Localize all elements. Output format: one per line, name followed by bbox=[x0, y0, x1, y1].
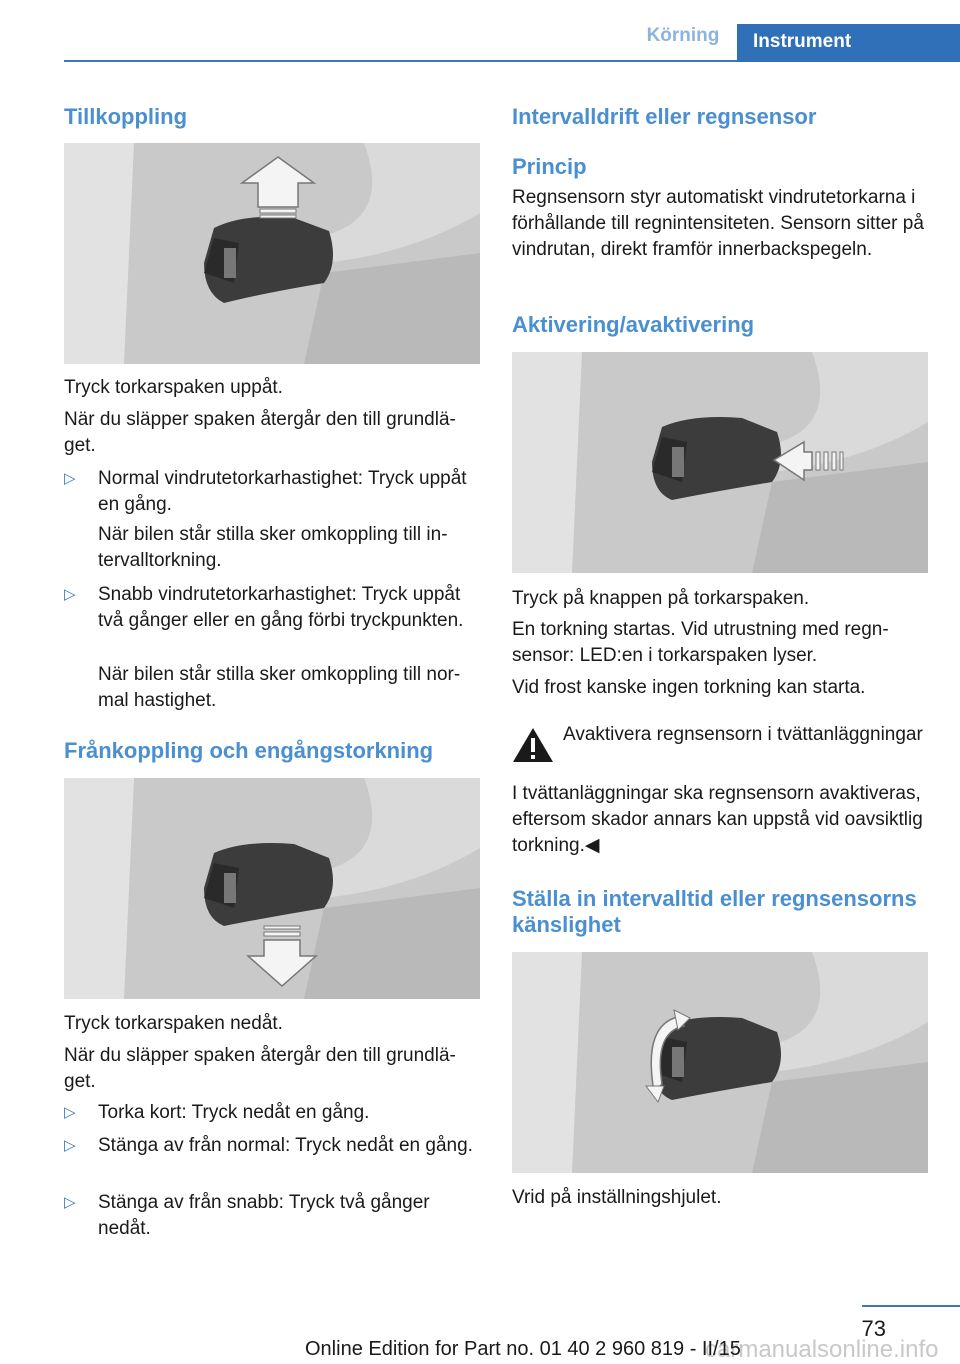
paragraph-rotate-wheel: Vrid på inställningshjulet. bbox=[512, 1187, 722, 1208]
triangle-bullet-icon: ▷ bbox=[64, 1194, 76, 1211]
stalk-button-illustration bbox=[512, 352, 928, 573]
triangle-bullet-icon: ▷ bbox=[64, 1137, 76, 1154]
paragraph-press-button: Tryck på knappen på torkarspaken. bbox=[512, 588, 810, 609]
paragraph-frost: Vid frost kanske ingen torkning kan starta. bbox=[512, 677, 866, 698]
watermark: carmanualsonline.info bbox=[705, 1336, 939, 1363]
footer-edition: Online Edition for Part no. 01 40 2 960 819 - II/15 bbox=[305, 1338, 741, 1360]
triangle-bullet-icon: ▷ bbox=[64, 586, 76, 603]
page-number: 73 bbox=[861, 1316, 886, 1341]
stalk-down-illustration bbox=[64, 778, 480, 999]
page-number-rule bbox=[862, 1305, 960, 1307]
section-heading-frankoppling: Frånkoppling och engångstorkning bbox=[64, 738, 434, 763]
triangle-bullet-icon: ▷ bbox=[64, 470, 76, 487]
stalk-wheel-illustration bbox=[512, 952, 928, 1173]
subheading-princip: Princip bbox=[512, 154, 587, 179]
paragraph-led: En torkning startas. Vid utrustning med regnsensor: LED:en i torkarspaken lyser. bbox=[512, 619, 889, 666]
section-heading-tillkoppling: Tillkoppling bbox=[64, 104, 188, 129]
fig1-caption: Tryck torkarspaken uppåt. bbox=[64, 377, 283, 398]
stalk-up-illustration bbox=[64, 143, 480, 364]
warning-text: I tvättanläggningar ska regnsensorn avaktiveras, eftersom skador annars kan uppstå vid oavsiktlig torkning.◀ bbox=[512, 783, 923, 856]
paragraph-release: När du släpper spaken återgår den till grundläget. bbox=[64, 409, 456, 456]
paragraph-release-2: När du släpper spaken återgår den till grundläget. bbox=[64, 1045, 456, 1092]
subheading-aktivering: Aktivering/avaktivering bbox=[512, 312, 755, 337]
tab-korning[interactable]: Körning bbox=[646, 25, 720, 46]
paragraph-princip: Regnsensorn styr automatiskt vindrutetorkarna i förhållande till regnintensiteten. Sensorn sitter på vindrutan, direkt framför innerbackspegeln. bbox=[512, 187, 924, 260]
subheading-intervalltid: Ställa in intervalltid eller regnsensorns känslighet bbox=[512, 886, 917, 937]
fig2-caption: Tryck torkarspaken nedåt. bbox=[64, 1013, 283, 1034]
warning-triangle-icon bbox=[512, 727, 554, 763]
triangle-bullet-icon: ▷ bbox=[64, 1104, 76, 1121]
section-heading-intervalldrift: Intervalldrift eller regnsensor bbox=[512, 104, 817, 129]
tab-instrument[interactable]: Instrument bbox=[737, 24, 960, 62]
warning-title: Avaktivera regnsensorn i tvättanläggningar bbox=[563, 724, 923, 745]
